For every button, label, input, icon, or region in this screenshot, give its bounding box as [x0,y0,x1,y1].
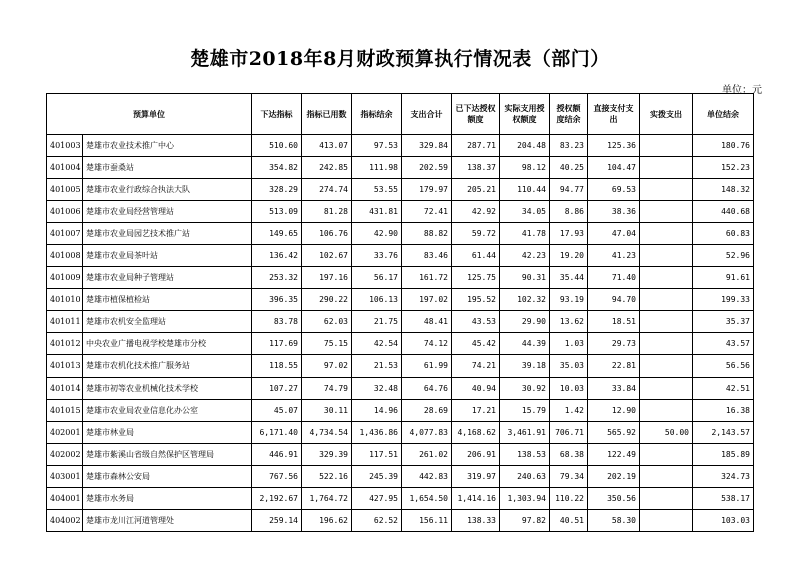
value-cell: 1,436.86 [352,421,402,443]
header-cell: 单位结余 [693,94,754,135]
unit-code-cell: 401003 [47,135,83,157]
table-row [47,421,754,443]
value-cell: 97.82 [500,509,550,531]
value-cell: 60.83 [693,223,754,245]
value-cell: 33.84 [588,377,640,399]
value-cell: 110.22 [550,487,588,509]
value-cell: 202.19 [588,465,640,487]
table-row [47,465,754,487]
value-cell: 28.69 [402,399,452,421]
unit-name-cell: 楚雄市紫溪山省级自然保护区管理局 [83,443,252,465]
value-cell: 522.16 [302,465,352,487]
value-cell: 34.05 [500,201,550,223]
value-cell: 510.60 [252,135,302,157]
value-cell: 45.42 [452,333,500,355]
value-cell: 97.53 [352,135,402,157]
value-cell: 59.72 [452,223,500,245]
value-cell: 253.32 [252,267,302,289]
budget-table [46,93,754,532]
value-cell: 38.36 [588,201,640,223]
unit-code-cell: 401007 [47,223,83,245]
value-cell: 195.52 [452,289,500,311]
value-cell: 14.96 [352,399,402,421]
value-cell: 125.75 [452,267,500,289]
value-cell: 12.90 [588,399,640,421]
value-cell: 43.57 [693,333,754,355]
value-cell: 290.22 [302,289,352,311]
report-title: 楚雄市2018年8月财政预算执行情况表（部门） [190,48,610,70]
unit-code-cell: 401011 [47,311,83,333]
value-cell: 91.61 [693,267,754,289]
value-cell: 48.41 [402,311,452,333]
header-cell: 实拨支出 [640,94,693,135]
value-cell: 44.39 [500,333,550,355]
value-cell: 122.49 [588,443,640,465]
value-cell: 40.51 [550,509,588,531]
unit-code-cell: 404002 [47,509,83,531]
value-cell: 1,764.72 [302,487,352,509]
value-cell: 32.48 [352,377,402,399]
value-cell: 3,461.91 [500,421,550,443]
unit-code-cell: 401009 [47,267,83,289]
value-cell: 149.65 [252,223,302,245]
value-cell: 240.63 [500,465,550,487]
value-cell: 17.21 [452,399,500,421]
header-cell: 指标已用数 [302,94,352,135]
value-cell: 47.04 [588,223,640,245]
value-cell: 53.55 [352,179,402,201]
value-cell: 442.83 [402,465,452,487]
unit-name-cell: 中央农业广播电视学校楚雄市分校 [83,333,252,355]
unit-code-cell: 401005 [47,179,83,201]
value-cell: 767.56 [252,465,302,487]
unit-name-cell: 楚雄市农业局农业信息化办公室 [83,399,252,421]
value-cell: 71.40 [588,267,640,289]
table-row [47,289,754,311]
value-cell: 30.11 [302,399,352,421]
value-cell: 40.25 [550,157,588,179]
value-cell: 202.59 [402,157,452,179]
value-cell: 354.82 [252,157,302,179]
unit-code-cell: 402002 [47,443,83,465]
value-cell [640,223,693,245]
value-cell: 205.21 [452,179,500,201]
table-row [47,267,754,289]
value-cell: 74.21 [452,355,500,377]
table-row [47,311,754,333]
value-cell: 180.76 [693,135,754,157]
unit-name-cell: 楚雄市龙川江河道管理处 [83,509,252,531]
value-cell: 52.96 [693,245,754,267]
unit-code-cell: 403001 [47,465,83,487]
value-cell: 88.82 [402,223,452,245]
value-cell: 93.19 [550,289,588,311]
table-row [47,201,754,223]
header-cell: 直接支付支出 [588,94,640,135]
table-row [47,135,754,157]
value-cell: 79.34 [550,465,588,487]
unit-code-cell: 401006 [47,201,83,223]
value-cell: 50.00 [640,421,693,443]
value-cell: 287.71 [452,135,500,157]
table-row [47,443,754,465]
value-cell [640,443,693,465]
value-cell: 15.79 [500,399,550,421]
value-cell: 94.77 [550,179,588,201]
value-cell: 106.76 [302,223,352,245]
value-cell: 138.53 [500,443,550,465]
value-cell: 136.42 [252,245,302,267]
value-cell: 94.70 [588,289,640,311]
value-cell: 35.03 [550,355,588,377]
value-cell [640,465,693,487]
header-cell: 授权额度结余 [550,94,588,135]
value-cell: 324.73 [693,465,754,487]
value-cell: 111.98 [352,157,402,179]
value-cell: 446.91 [252,443,302,465]
value-cell: 35.37 [693,311,754,333]
value-cell: 196.62 [302,509,352,531]
unit-name-cell: 楚雄市农业技术推广中心 [83,135,252,157]
value-cell: 83.23 [550,135,588,157]
value-cell: 22.81 [588,355,640,377]
value-cell: 396.35 [252,289,302,311]
value-cell: 106.13 [352,289,402,311]
value-cell: 148.32 [693,179,754,201]
value-cell: 42.92 [452,201,500,223]
value-cell [640,267,693,289]
value-cell: 329.84 [402,135,452,157]
unit-code-cell: 401013 [47,355,83,377]
value-cell: 42.90 [352,223,402,245]
value-cell: 45.07 [252,399,302,421]
value-cell: 33.76 [352,245,402,267]
unit-name-cell: 楚雄市林业局 [83,421,252,443]
value-cell: 75.15 [302,333,352,355]
value-cell: 161.72 [402,267,452,289]
value-cell: 197.16 [302,267,352,289]
value-cell: 2,192.67 [252,487,302,509]
value-cell [640,355,693,377]
value-cell: 81.28 [302,201,352,223]
unit-name-cell: 楚雄市农机安全监理站 [83,311,252,333]
value-cell: 117.69 [252,333,302,355]
value-cell: 431.81 [352,201,402,223]
value-cell: 427.95 [352,487,402,509]
value-cell: 110.44 [500,179,550,201]
table-row [47,333,754,355]
value-cell: 245.39 [352,465,402,487]
table-row [47,487,754,509]
value-cell: 1,654.50 [402,487,452,509]
value-cell: 107.27 [252,377,302,399]
value-cell: 19.20 [550,245,588,267]
value-cell: 74.79 [302,377,352,399]
value-cell [640,201,693,223]
value-cell: 1,303.94 [500,487,550,509]
value-cell: 413.07 [302,135,352,157]
value-cell: 29.90 [500,311,550,333]
table-row [47,157,754,179]
value-cell: 118.55 [252,355,302,377]
value-cell: 16.38 [693,399,754,421]
value-cell: 29.73 [588,333,640,355]
value-cell: 68.38 [550,443,588,465]
header-cell: 指标结余 [352,94,402,135]
value-cell [640,157,693,179]
unit-code-cell: 401008 [47,245,83,267]
value-cell: 42.23 [500,245,550,267]
value-cell [640,245,693,267]
table-row [47,355,754,377]
table-body [47,135,754,532]
unit-name-cell: 楚雄市蚕桑站 [83,157,252,179]
value-cell: 6,171.40 [252,421,302,443]
value-cell: 56.17 [352,267,402,289]
value-cell: 102.32 [500,289,550,311]
unit-name-cell: 楚雄市植保植检站 [83,289,252,311]
value-cell: 513.09 [252,201,302,223]
table-row [47,179,754,201]
value-cell: 329.39 [302,443,352,465]
value-cell: 4,168.62 [452,421,500,443]
value-cell: 179.97 [402,179,452,201]
value-cell: 40.94 [452,377,500,399]
value-cell [640,289,693,311]
value-cell: 69.53 [588,179,640,201]
value-cell: 30.92 [500,377,550,399]
value-cell: 328.29 [252,179,302,201]
value-cell: 197.02 [402,289,452,311]
value-cell: 4,077.83 [402,421,452,443]
value-cell: 41.23 [588,245,640,267]
value-cell: 259.14 [252,509,302,531]
value-cell: 98.12 [500,157,550,179]
value-cell: 8.86 [550,201,588,223]
unit-name-cell: 楚雄市农业局种子管理站 [83,267,252,289]
value-cell: 74.12 [402,333,452,355]
value-cell: 138.33 [452,509,500,531]
value-cell [640,509,693,531]
unit-name-cell: 楚雄市森林公安局 [83,465,252,487]
value-cell [640,179,693,201]
value-cell: 274.74 [302,179,352,201]
value-cell: 97.02 [302,355,352,377]
value-cell: 21.53 [352,355,402,377]
value-cell: 18.51 [588,311,640,333]
header-cell: 支出合计 [402,94,452,135]
value-cell: 61.44 [452,245,500,267]
unit-code-cell: 404001 [47,487,83,509]
unit-name-cell: 楚雄市农业局经营管理站 [83,201,252,223]
value-cell: 261.02 [402,443,452,465]
value-cell: 102.67 [302,245,352,267]
header-cell: 实际支用授权额度 [500,94,550,135]
value-cell: 43.53 [452,311,500,333]
value-cell: 62.52 [352,509,402,531]
table-row [47,509,754,531]
unit-code-cell: 401014 [47,377,83,399]
value-cell [640,311,693,333]
value-cell: 1,414.16 [452,487,500,509]
unit-name-cell: 楚雄市农业行政综合执法大队 [83,179,252,201]
value-cell: 117.51 [352,443,402,465]
unit-name-cell: 楚雄市初等农业机械化技术学校 [83,377,252,399]
unit-code-cell: 401012 [47,333,83,355]
value-cell: 62.03 [302,311,352,333]
value-cell: 90.31 [500,267,550,289]
header-cell: 已下达授权额度 [452,94,500,135]
table-row [47,245,754,267]
value-cell [640,487,693,509]
value-cell: 103.03 [693,509,754,531]
value-cell: 41.78 [500,223,550,245]
value-cell [640,135,693,157]
value-cell: 4,734.54 [302,421,352,443]
unit-name-cell: 楚雄市农业局茶叶站 [83,245,252,267]
unit-label: 单位：元 [722,85,762,96]
header-cell: 下达指标 [252,94,302,135]
value-cell: 13.62 [550,311,588,333]
value-cell [640,333,693,355]
value-cell: 56.56 [693,355,754,377]
value-cell: 104.47 [588,157,640,179]
value-cell: 440.68 [693,201,754,223]
header-cell: 预算单位 [47,94,252,135]
value-cell: 42.51 [693,377,754,399]
value-cell: 242.85 [302,157,352,179]
unit-code-cell: 401010 [47,289,83,311]
value-cell: 83.46 [402,245,452,267]
value-cell [640,377,693,399]
value-cell: 138.37 [452,157,500,179]
value-cell: 125.36 [588,135,640,157]
unit-code-cell: 401015 [47,399,83,421]
unit-name-cell: 楚雄市农机化技术推广服务站 [83,355,252,377]
value-cell: 204.48 [500,135,550,157]
value-cell: 156.11 [402,509,452,531]
value-cell: 1.42 [550,399,588,421]
header-row [47,94,754,135]
value-cell: 185.89 [693,443,754,465]
value-cell: 64.76 [402,377,452,399]
value-cell: 706.71 [550,421,588,443]
value-cell: 21.75 [352,311,402,333]
value-cell: 61.99 [402,355,452,377]
unit-code-cell: 402001 [47,421,83,443]
value-cell: 83.78 [252,311,302,333]
value-cell: 42.54 [352,333,402,355]
value-cell [640,399,693,421]
value-cell: 35.44 [550,267,588,289]
unit-name-cell: 楚雄市农业局园艺技术推广站 [83,223,252,245]
table-row [47,399,754,421]
table-row [47,223,754,245]
value-cell: 350.56 [588,487,640,509]
value-cell: 58.30 [588,509,640,531]
value-cell: 39.18 [500,355,550,377]
value-cell: 1.03 [550,333,588,355]
value-cell: 206.91 [452,443,500,465]
unit-code-cell: 401004 [47,157,83,179]
value-cell: 10.03 [550,377,588,399]
value-cell: 319.97 [452,465,500,487]
value-cell: 538.17 [693,487,754,509]
value-cell: 565.92 [588,421,640,443]
value-cell: 17.93 [550,223,588,245]
value-cell: 199.33 [693,289,754,311]
value-cell: 72.41 [402,201,452,223]
unit-name-cell: 楚雄市水务局 [83,487,252,509]
table-row [47,377,754,399]
value-cell: 2,143.57 [693,421,754,443]
value-cell: 152.23 [693,157,754,179]
